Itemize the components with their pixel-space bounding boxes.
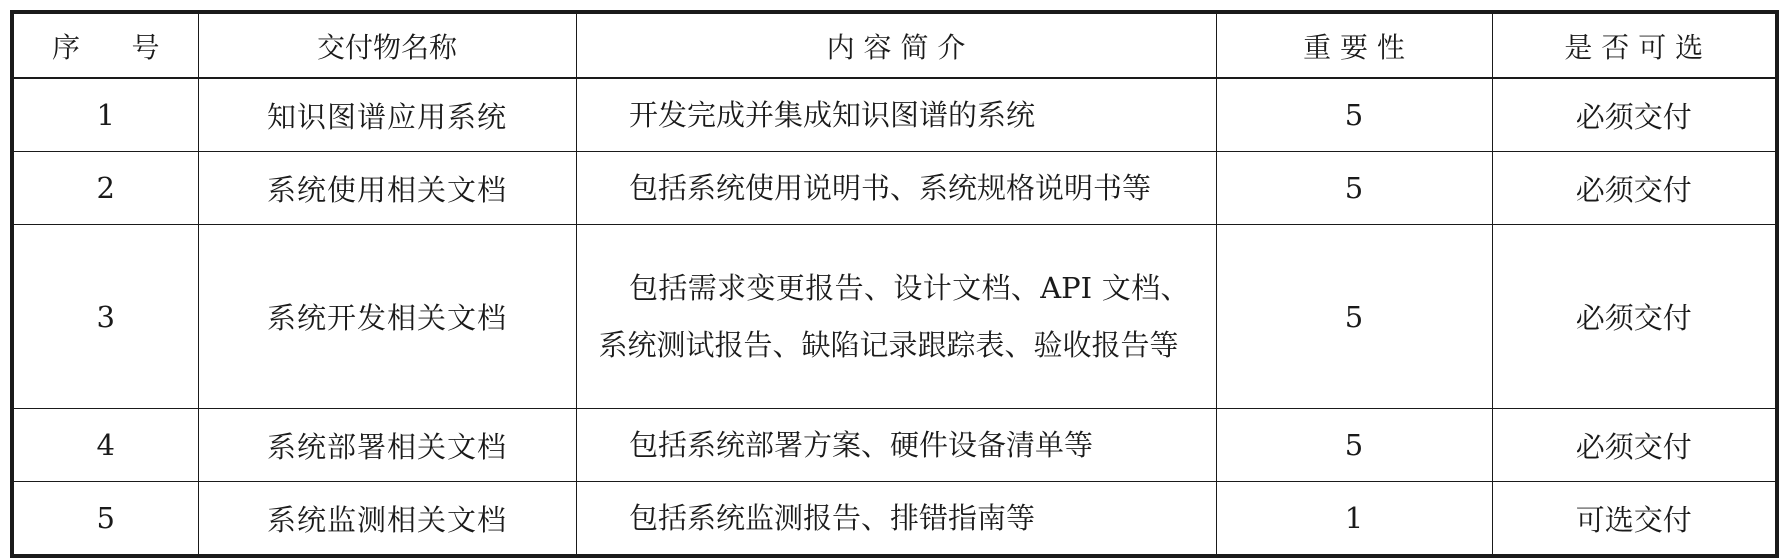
row-name: 系统部署相关文档 [198,409,576,482]
deliverables-table-container [10,10,1775,558]
table-row [12,152,1777,225]
row-optional: 必须交付 [1492,225,1777,409]
row-name: 系统开发相关文档 [198,225,576,409]
row-optional: 必须交付 [1492,409,1777,482]
header-description: 内 容 简 介 [576,12,1216,78]
row-name: 知识图谱应用系统 [198,78,576,152]
row-description: 包括需求变更报告、设计文档、API 文档、系统测试报告、缺陷记录跟踪表、验收报告等 [576,225,1216,409]
header-name: 交付物名称 [198,12,576,78]
row-name: 系统使用相关文档 [198,152,576,225]
row-description: 包括系统部署方案、硬件设备清单等 [576,409,1216,482]
row-importance: 5 [1216,409,1492,482]
row-importance: 5 [1216,78,1492,152]
row-description: 包括系统使用说明书、系统规格说明书等 [576,152,1216,225]
table-header [12,12,1777,78]
row-index: 1 [12,78,198,152]
table-body [12,78,1777,556]
header-row [12,12,1777,78]
header-optional: 是 否 可 选 [1492,12,1777,78]
table-row [12,482,1777,557]
table-row [12,225,1777,409]
row-index: 5 [12,482,198,557]
row-optional: 必须交付 [1492,152,1777,225]
row-optional: 必须交付 [1492,78,1777,152]
row-index: 2 [12,152,198,225]
row-description: 开发完成并集成知识图谱的系统 [576,78,1216,152]
row-optional: 可选交付 [1492,482,1777,557]
row-name: 系统监测相关文档 [198,482,576,557]
table-row [12,409,1777,482]
header-index: 序 号 [12,12,198,78]
table-row [12,78,1777,152]
deliverables-table [10,10,1779,558]
row-importance: 5 [1216,152,1492,225]
row-importance: 1 [1216,482,1492,557]
row-index: 3 [12,225,198,409]
row-index: 4 [12,409,198,482]
row-description: 包括系统监测报告、排错指南等 [576,482,1216,557]
row-importance: 5 [1216,225,1492,409]
header-importance: 重 要 性 [1216,12,1492,78]
